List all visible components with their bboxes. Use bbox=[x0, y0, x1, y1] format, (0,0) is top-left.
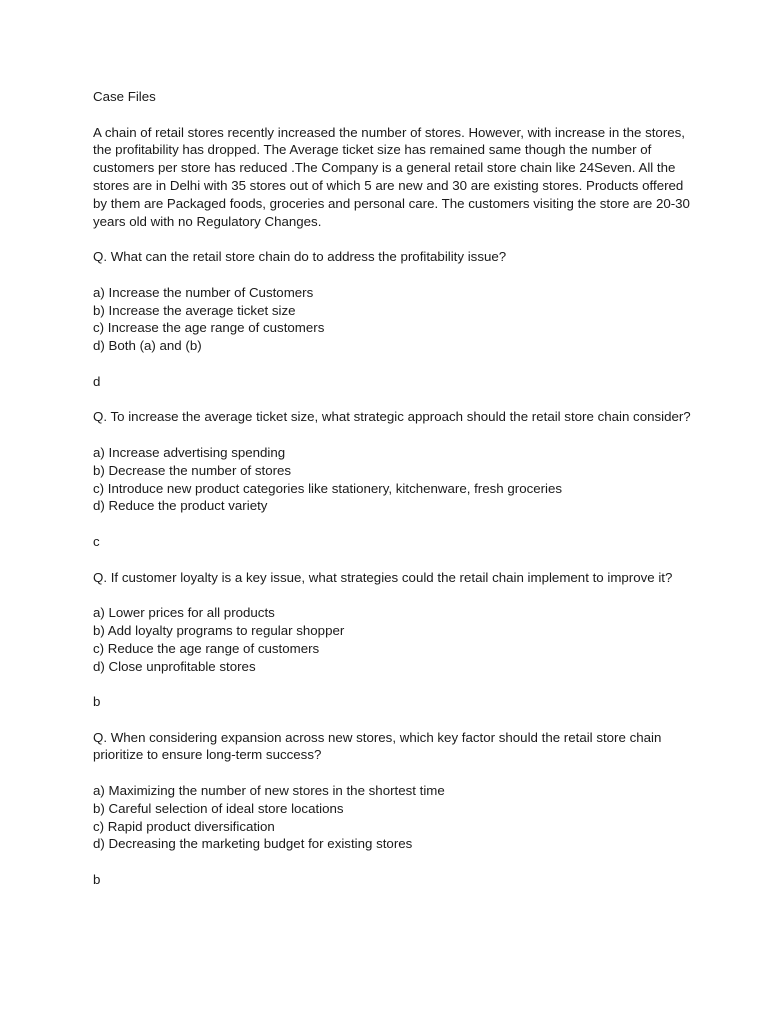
document-page bbox=[93, 88, 693, 907]
option-item: d) Reduce the product variety bbox=[93, 498, 268, 514]
option-item: c) Reduce the age range of customers bbox=[93, 640, 320, 656]
option-item: d) Decreasing the marketing budget for existing stores bbox=[93, 836, 413, 852]
question-block bbox=[93, 729, 693, 889]
question-text: Q. When considering expansion across new stores, which key factor should the retail store chain prioritize to ensure long-term success? bbox=[93, 729, 662, 763]
option-item: d) Close unprofitable stores bbox=[93, 658, 256, 674]
option-item: b) Increase the average ticket size bbox=[93, 302, 296, 318]
question-text: Q. If customer loyalty is a key issue, what strategies could the retail chain implement to improve it? bbox=[93, 569, 673, 585]
case-description: A chain of retail stores recently increased the number of stores. However, with increase in the stores, the profitability has dropped. The Average ticket size has remained same though the number of customers per store has reduced .The Company is a general retail store chain like 24Seven. All the stores are in Delhi with 35 stores out of which 5 are new and 30 are existing stores. Products offered by them are Packaged foods, groceries and personal care. The customers visiting the store are 20-30 years old with no Regulatory Changes. bbox=[93, 124, 690, 229]
question-text: Q. What can the retail store chain do to address the profitability issue? bbox=[93, 249, 507, 265]
answer-text: b bbox=[93, 872, 101, 888]
option-item: d) Both (a) and (b) bbox=[93, 338, 202, 354]
option-item: a) Increase the number of Customers bbox=[93, 284, 314, 300]
option-list bbox=[93, 444, 693, 515]
option-item: b) Decrease the number of stores bbox=[93, 462, 292, 478]
option-item: c) Increase the age range of customers bbox=[93, 320, 325, 336]
answer-text: d bbox=[93, 373, 101, 389]
question-text: Q. To increase the average ticket size, what strategic approach should the retail store chain consider? bbox=[93, 409, 691, 425]
option-item: c) Rapid product diversification bbox=[93, 818, 275, 834]
answer-text: b bbox=[93, 694, 101, 710]
option-item: b) Add loyalty programs to regular shopper bbox=[93, 622, 345, 638]
question-block bbox=[93, 248, 693, 390]
option-item: c) Introduce new product categories like stationery, kitchenware, fresh groceries bbox=[93, 480, 563, 496]
option-list bbox=[93, 782, 693, 853]
question-block bbox=[93, 408, 693, 550]
option-item: a) Maximizing the number of new stores in the shortest time bbox=[93, 783, 445, 799]
option-item: a) Increase advertising spending bbox=[93, 444, 286, 460]
document-title: Case Files bbox=[93, 89, 156, 104]
answer-text: c bbox=[93, 533, 100, 549]
option-item: b) Careful selection of ideal store locations bbox=[93, 800, 344, 816]
option-list bbox=[93, 604, 693, 675]
option-item: a) Lower prices for all products bbox=[93, 605, 275, 621]
question-block bbox=[93, 569, 693, 711]
option-list bbox=[93, 284, 693, 355]
